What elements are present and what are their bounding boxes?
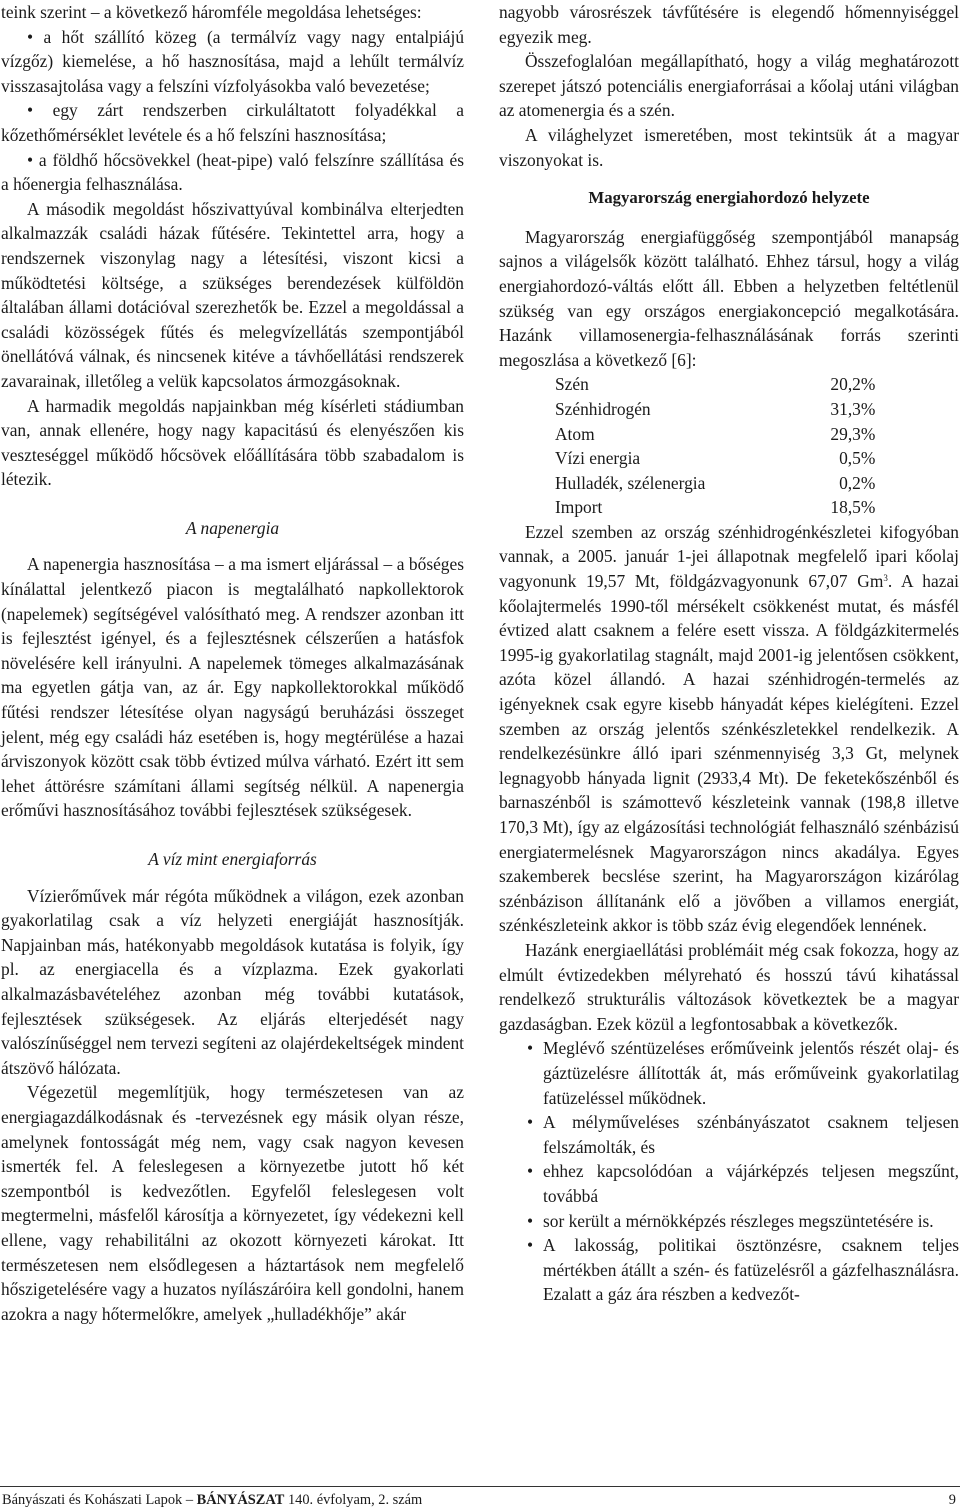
journal-volume: 140. évfolyam, 2. szám xyxy=(287,1492,423,1508)
table-row xyxy=(555,422,875,447)
journal-citation xyxy=(2,1488,422,1512)
bullet-list xyxy=(1,25,464,197)
paragraph: Vízierőművek már régóta működnek a világon, ezek azonban gyakorlatilag csak a víz helyzeti energiáját hasznosítják. Napjainban más, hatékonyabb megoldások kutatása is folyik, így pl. az energiacella és a vízplazma. Ezek gyakorlati alkalmazásbavételéhez azonban még további kutatások, fejlesztések szükségesek. Az eljárás elterjedését nagy valószínűséggel nem tervezi segíteni az olajérdekeltségek mindent átszövő hálózata. xyxy=(1,885,464,1078)
journal-section: BÁNYÁSZAT xyxy=(196,1492,285,1508)
table-row xyxy=(555,397,875,422)
table-row xyxy=(555,471,875,496)
table-cell-share: 20,2% xyxy=(830,374,876,395)
table-cell-source: Atom xyxy=(555,423,595,444)
table-row xyxy=(555,495,875,520)
list-item: • A lakosság, politikai ösztönzésre, csaknem teljes mértékben átállt a szén- és fatüzelésről a gázfelhasználásra. Ezalatt a gáz ára részben a kedvezőt- xyxy=(499,1233,959,1307)
table-row xyxy=(555,372,875,397)
section-heading: A víz mint energiaforrás xyxy=(148,849,317,869)
paragraph: nagyobb városrészek távfűtésére is elegendő hőmennyiséggel egyezik meg. xyxy=(499,2,959,47)
list-item: • sor került a mérnökképzés részleges megszüntetésére is. xyxy=(499,1209,959,1234)
bullet-list xyxy=(499,1036,959,1307)
paragraph-text: . A hazai kőolajtermelés 1990-től mérsékelt csökkenést mutat, és másfél évtized alatt csaknem a felére esett vissza. A földgázkitermelés 1995-ig gyakorlatilag stagnált, majd 2001-ig jelentősen csökkent, azóta közel állandó. A hazai szénhidrogén-termelés az igényeknek csak egyre kisebb hányadát képes kielégíteni. Ezzel szemben az ország jelentős szénkészletekkel rendelkezik. A rendelkezésünkre álló ipari szénmennyiség 3,3 Gt, melynek legnagyobb hányada lignit (2933,4 Mt). De feketekőszénből és barnaszénből is számottevő készleteink vannak (198,8 illetve 170,3 Mt), így az elgázosítási technológiát felhasználó szénbázisú energiatermelésnek Magyarországon nincs akadálya. Egyes szakemberek becslése szerint, ha Magyarországon kizárólag szénbázison állítanánk elő a jövőben a villamos energiát, szénkészleteink akkor is több száz évig elegendőek lennének. xyxy=(499,571,959,936)
paragraph: teink szerint – a következő háromféle megoldása lehetséges: xyxy=(1,2,422,22)
list-item: • A mélyműveléses szénbányászatot csaknem teljesen felszámolták, és xyxy=(499,1110,959,1159)
list-item: • Meglévő széntüzeléses erőműveink jelentős részét olaj- és gáztüzelésre állították át, más erőműveink gyakorlatilag fatüzeléssel működnek. xyxy=(499,1036,959,1110)
paragraph: Magyarország energiafüggőség szempontjából manapság sajnos a világelsők között található. Ehhez társul, hogy a világ energiahordozó-váltás előtt áll. Ebben a helyzetben feltétlenül szükség van egy országos energiakoncepció megalkotására. Hazánk villamosenergia-felhasználásának forrás szerinti megoszlása a következő [6]: xyxy=(499,226,959,370)
table-cell-source: Import xyxy=(555,497,603,518)
table-cell-source: Vízi energia xyxy=(555,448,641,469)
table-cell-share: 31,3% xyxy=(830,398,876,419)
list-item: • ehhez kapcsolódóan a vájárképzés teljesen megszűnt, továbbá xyxy=(499,1159,959,1208)
superscript: 3 xyxy=(883,573,888,584)
table-cell-share: 18,5% xyxy=(830,497,876,518)
table-cell-source: Szénhidrogén xyxy=(555,398,651,419)
table-row xyxy=(555,446,875,471)
table-cell-share: 0,2% xyxy=(839,472,876,493)
left-column xyxy=(1,0,464,1326)
list-item: • a hőt szállító közeg (a termálvíz vagy nagy entalpiájú vízgőz) kiemelése, a hő hasznosítása, majd a lehűlt termálvíz visszasajtolása vagy a felszíni vízfolyásokba való bevezetése; xyxy=(1,25,464,99)
section-heading: Magyarország energiahordozó helyzete xyxy=(588,188,870,208)
paragraph: Hazánk energiaellátási problémáit még csak fokozza, hogy az elmúlt évtizedekben mélyreható és hosszú távú kihatással rendelkező strukturális változások következtek be a magyar gazdaságban. Ezek közül a legfontosabbak a következők. xyxy=(499,939,959,1034)
page-footer xyxy=(0,1486,960,1512)
table-cell-source: Szén xyxy=(555,374,589,395)
list-item: • a földhő hőcsövekkel (heat-pipe) való felszínre szállítása és a hőenergia felhasználása. xyxy=(1,148,464,197)
paragraph: Összefoglalóan megállapítható, hogy a világ meghatározott szerepet játszó potenciális energiaforrásai a kőolaj utáni világban az atomenergia és a szén. xyxy=(499,51,959,121)
energy-source-table xyxy=(555,372,875,520)
paragraph: A második megoldást hőszivattyúval kombinálva elterjedten alkalmazzák családi házak fűtésére. Tekintettel arra, hogy a rendszernek viszonylag nagy a létesítési, viszont kicsi a működtetési költsége, a szükséges berendezések külföldön általában állami dotációval szerezhetők be. Ezzel a megoldással a családi közösségek fűtés és melegvízellátás szempontjából önellátóvá válnak, és nincsenek kitéve a távhőellátási rendszerek zavarainak, illetőleg a velük kapcsolatos ármozgásoknak. xyxy=(1,198,464,391)
right-column xyxy=(499,0,959,1307)
table-cell-share: 0,5% xyxy=(839,448,876,469)
paragraph: A harmadik megoldás napjainkban még kísérleti stádiumban van, annak ellenére, hogy nagy kapacitású és elenyészően kis veszteséggel működő hőcsövek előállítására több szabadalom is létezik. xyxy=(1,395,464,490)
list-item: • egy zárt rendszerben cirkuláltatott folyadékkal a kőzethőmérséklet levétele és a hő felszíni hasznosítása; xyxy=(1,98,464,147)
paragraph: A napenergia hasznosítása – a ma ismert eljárással – a bőséges kínálattal jelentkező piacon is megtalálható napkollektorok (napelemek) segítségével valósítható meg. A rendszer azonban itt is fejlesztést igényel, és a fejlesztésnek célszerűen a hatásfok növelésére kell irányulni. A napelemek tömeges alkalmazásának ma egyetlen gátja van, az ár. Egy napkollektorokkal működő fűtési rendszer létesítése olyan nagyságú beruházási összeget jelent, még egy családi ház esetében is, hogy megtérülése a hazai árviszonyok között csak több évtized múlva várható. Ezért itt sem lehet áttörésre számítani állami segítség nélkül. A napenergia erőművi hasznosításához további fejlesztések szükségesek. xyxy=(1,554,464,821)
paragraph: A világhelyzet ismeretében, most tekintsük át a magyar viszonyokat is. xyxy=(499,124,959,170)
paragraph-text: Ezzel szemben az ország szénhidrogénkészletei kifogyóban vannak, a 2005. január 1-jei állapotnak megfelelő ipari kőolaj vagyonunk 19,57 Mt, földgázvagyonunk 67,07 Gm xyxy=(499,521,959,592)
table-cell-share: 29,3% xyxy=(830,423,876,444)
table-cell-source: Hulladék, szélenergia xyxy=(555,472,706,493)
paragraph xyxy=(499,520,959,938)
section-heading: A napenergia xyxy=(185,517,280,538)
paragraph: Végezetül megemlítjük, hogy természetesen van az energiagazdálkodásnak és -tervezésnek egy másik olyan része, amelynek fontosságát még nem, vagy csak nagyon kevesen ismerték fel. A feleslegesen a környezetbe jutott hő két szempontból is kedvezőtlen. Egyfelől feleslegesen volt megtermelni, másfelől károsítja a környezetet, így védekezni kell ellene, vagy rehabilitálni az okozott környezeti károkat. Itt természetesen nem elsődlegesen a háztartások nem megfelelő hőszigetelésére vagy a huzatos nyílászáróira kell gondolni, hanem azokra a nagy hőtermelőkre, amelyek „hulladékhője” akár xyxy=(1,1082,464,1324)
journal-name: Bányászati és Kohászati Lapok – xyxy=(2,1492,194,1508)
page-number: 9 xyxy=(948,1492,956,1508)
